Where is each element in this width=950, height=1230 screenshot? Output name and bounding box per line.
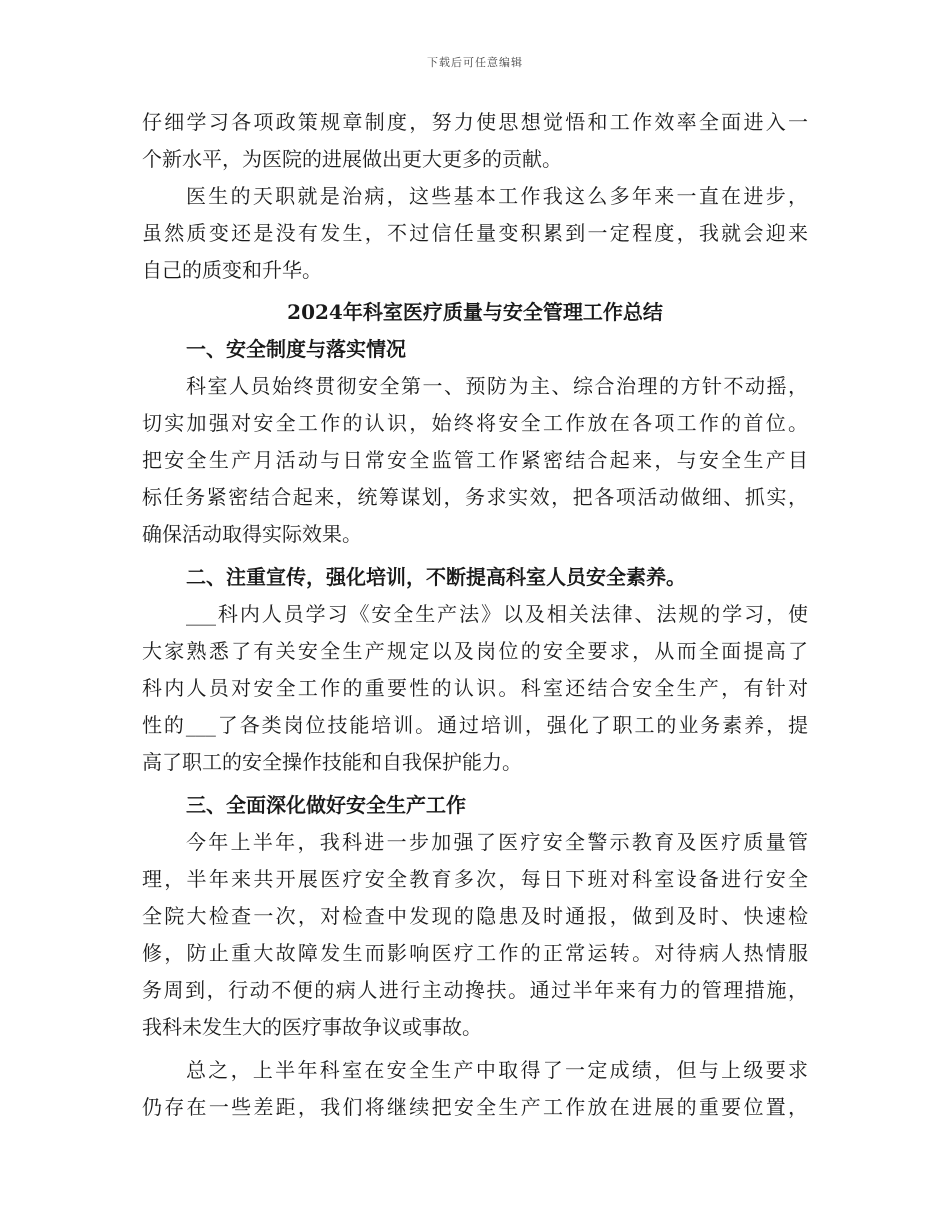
text-line: 虽然质变还是没有发生，不过信任量变积累到一定程度，我就会迎来	[142, 221, 808, 245]
text-line: 今年上半年，我科进一步加强了医疗安全警示教育及医疗质量管	[186, 830, 808, 854]
text-line: 我科未发生大的医疗事故争议或事故。	[142, 1015, 482, 1039]
section-heading: 一、安全制度与落实情况	[186, 337, 406, 361]
text-line: 标任务紧密结合起来，统筹谋划，务求实效，把各项活动做细、抓实，	[142, 485, 808, 509]
text-line: ___科内人员学习《安全生产法》以及相关法律、法规的学习，使	[186, 602, 808, 626]
section-3	[142, 787, 808, 1126]
text-line: 把安全生产月活动与日常安全监管工作紧密结合起来，与安全生产目	[142, 448, 808, 472]
section-heading: 二、注重宣传，强化培训，不断提高科室人员安全素养。	[186, 565, 686, 589]
section-1	[142, 331, 808, 553]
section-heading: 三、全面深化做好安全生产工作	[186, 793, 466, 817]
text-line: 科内人员对安全工作的重要性的认识。科室还结合安全生产，有针对	[142, 676, 808, 700]
document-body	[142, 104, 808, 1126]
text-line: 确保活动取得实际效果。	[142, 522, 362, 546]
text-line: 理，半年来共开展医疗安全教育多次，每日下班对科室设备进行安全	[142, 867, 808, 891]
text-line: 大家熟悉了有关安全生产规定以及岗位的安全要求，从而全面提高了	[142, 639, 808, 663]
text-line: 仍存在一些差距，我们将继续把安全生产工作放在进展的重要位置，	[142, 1095, 808, 1119]
section-paragraph	[142, 368, 808, 553]
header-note: 下载后可任意编辑	[427, 56, 523, 69]
section-paragraph	[142, 824, 808, 1046]
text-line: 医生的天职就是治病，这些基本工作我这么多年来一直在进步，	[186, 184, 808, 208]
text-line: 修，防止重大故障发生而影响医疗工作的正常运转。对待病人热情服	[142, 941, 808, 965]
text-line: 科室人员始终贯彻安全第一、预防为主、综合治理的方针不动摇，	[186, 374, 808, 398]
text-line: 性的___了各类岗位技能培训。通过培训，强化了职工的业务素养，提	[142, 713, 808, 737]
text-line: 自己的质变和升华。	[142, 258, 322, 282]
text-line: 个新水平，为医院的进展做出更大更多的贡献。	[142, 147, 562, 171]
text-line: 仔细学习各项政策规章制度，努力使思想觉悟和工作效率全面进入一	[142, 110, 808, 134]
section-paragraph	[142, 1052, 808, 1126]
section-2	[142, 559, 808, 781]
text-line: 总之，上半年科室在安全生产中取得了一定成绩，但与上级要求	[186, 1058, 808, 1082]
text-line: 切实加强对安全工作的认识，始终将安全工作放在各项工作的首位。	[142, 411, 808, 435]
text-line: 高了职工的安全操作技能和自我保护能力。	[142, 750, 522, 774]
paragraph-intro-1	[142, 104, 808, 178]
text-line: 全院大检查一次，对检查中发现的隐患及时通报，做到及时、快速检	[142, 904, 808, 928]
text-line: 务周到，行动不便的病人进行主动搀扶。通过半年来有力的管理措施，	[142, 978, 808, 1002]
paragraph-intro-2	[142, 178, 808, 289]
document-title: 2024年科室医疗质量与安全管理工作总结	[287, 300, 663, 324]
section-paragraph	[142, 596, 808, 781]
